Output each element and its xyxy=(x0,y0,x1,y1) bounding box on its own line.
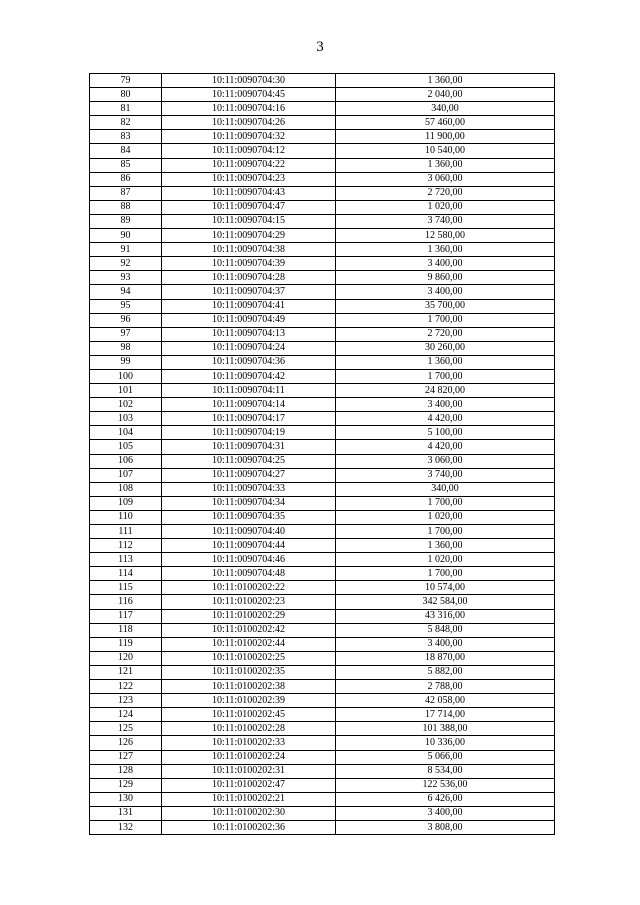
cadastral-number-cell: 10:11:0100202:44 xyxy=(162,637,336,651)
amount-cell: 57 460,00 xyxy=(336,116,555,130)
row-number-cell: 125 xyxy=(90,722,162,736)
row-number-cell: 100 xyxy=(90,369,162,383)
amount-cell: 3 400,00 xyxy=(336,285,555,299)
cadastral-number-cell: 10:11:0100202:47 xyxy=(162,778,336,792)
row-number-cell: 97 xyxy=(90,327,162,341)
row-number-cell: 84 xyxy=(90,144,162,158)
table-row xyxy=(90,285,555,299)
table-row xyxy=(90,820,555,834)
table-row xyxy=(90,384,555,398)
table-row xyxy=(90,88,555,102)
cadastral-number-cell: 10:11:0090704:37 xyxy=(162,285,336,299)
table-row xyxy=(90,680,555,694)
amount-cell: 3 400,00 xyxy=(336,806,555,820)
table-row xyxy=(90,200,555,214)
cadastral-number-cell: 10:11:0090704:38 xyxy=(162,243,336,257)
table-row xyxy=(90,116,555,130)
amount-cell: 42 058,00 xyxy=(336,694,555,708)
table-row xyxy=(90,186,555,200)
cadastral-number-cell: 10:11:0090704:28 xyxy=(162,271,336,285)
table-row xyxy=(90,694,555,708)
table-row xyxy=(90,257,555,271)
row-number-cell: 88 xyxy=(90,200,162,214)
table-row xyxy=(90,778,555,792)
cadastral-number-cell: 10:11:0090704:14 xyxy=(162,398,336,412)
row-number-cell: 126 xyxy=(90,736,162,750)
row-number-cell: 83 xyxy=(90,130,162,144)
data-table xyxy=(89,73,555,835)
cadastral-number-cell: 10:11:0090704:27 xyxy=(162,468,336,482)
table-row xyxy=(90,158,555,172)
amount-cell: 4 420,00 xyxy=(336,440,555,454)
cadastral-number-cell: 10:11:0100202:23 xyxy=(162,595,336,609)
amount-cell: 122 536,00 xyxy=(336,778,555,792)
row-number-cell: 119 xyxy=(90,637,162,651)
cadastral-number-cell: 10:11:0090704:16 xyxy=(162,102,336,116)
table-row xyxy=(90,806,555,820)
amount-cell: 5 100,00 xyxy=(336,426,555,440)
amount-cell: 1 360,00 xyxy=(336,158,555,172)
table-row xyxy=(90,468,555,482)
row-number-cell: 110 xyxy=(90,510,162,524)
cadastral-number-cell: 10:11:0090704:34 xyxy=(162,496,336,510)
cadastral-number-cell: 10:11:0090704:45 xyxy=(162,88,336,102)
cadastral-number-cell: 10:11:0090704:25 xyxy=(162,454,336,468)
amount-cell: 1 700,00 xyxy=(336,313,555,327)
row-number-cell: 120 xyxy=(90,651,162,665)
table-row xyxy=(90,764,555,778)
row-number-cell: 85 xyxy=(90,158,162,172)
row-number-cell: 102 xyxy=(90,398,162,412)
amount-cell: 2 720,00 xyxy=(336,327,555,341)
amount-cell: 9 860,00 xyxy=(336,271,555,285)
cadastral-number-cell: 10:11:0090704:41 xyxy=(162,299,336,313)
row-number-cell: 95 xyxy=(90,299,162,313)
cadastral-number-cell: 10:11:0090704:43 xyxy=(162,186,336,200)
row-number-cell: 118 xyxy=(90,623,162,637)
table-row xyxy=(90,327,555,341)
table-row xyxy=(90,609,555,623)
table-row xyxy=(90,496,555,510)
table-row xyxy=(90,567,555,581)
amount-cell: 1 700,00 xyxy=(336,496,555,510)
cadastral-number-cell: 10:11:0100202:28 xyxy=(162,722,336,736)
cadastral-number-cell: 10:11:0100202:42 xyxy=(162,623,336,637)
cadastral-number-cell: 10:11:0090704:19 xyxy=(162,426,336,440)
cadastral-number-cell: 10:11:0100202:33 xyxy=(162,736,336,750)
cadastral-number-cell: 10:11:0100202:24 xyxy=(162,750,336,764)
amount-cell: 5 848,00 xyxy=(336,623,555,637)
row-number-cell: 116 xyxy=(90,595,162,609)
amount-cell: 1 360,00 xyxy=(336,74,555,88)
row-number-cell: 86 xyxy=(90,172,162,186)
cadastral-number-cell: 10:11:0100202:31 xyxy=(162,764,336,778)
row-number-cell: 82 xyxy=(90,116,162,130)
amount-cell: 43 316,00 xyxy=(336,609,555,623)
table-row xyxy=(90,750,555,764)
amount-cell: 340,00 xyxy=(336,102,555,116)
row-number-cell: 79 xyxy=(90,74,162,88)
row-number-cell: 105 xyxy=(90,440,162,454)
cadastral-number-cell: 10:11:0090704:48 xyxy=(162,567,336,581)
amount-cell: 18 870,00 xyxy=(336,651,555,665)
row-number-cell: 101 xyxy=(90,384,162,398)
cadastral-number-cell: 10:11:0100202:30 xyxy=(162,806,336,820)
amount-cell: 3 400,00 xyxy=(336,637,555,651)
table-row xyxy=(90,214,555,228)
row-number-cell: 115 xyxy=(90,581,162,595)
cadastral-number-cell: 10:11:0090704:36 xyxy=(162,355,336,369)
cadastral-number-cell: 10:11:0090704:22 xyxy=(162,158,336,172)
amount-cell: 24 820,00 xyxy=(336,384,555,398)
table-row xyxy=(90,525,555,539)
cadastral-number-cell: 10:11:0090704:47 xyxy=(162,200,336,214)
table-row xyxy=(90,341,555,355)
row-number-cell: 91 xyxy=(90,243,162,257)
amount-cell: 4 420,00 xyxy=(336,412,555,426)
table-row xyxy=(90,623,555,637)
page-number: 3 xyxy=(316,39,324,55)
amount-cell: 30 260,00 xyxy=(336,341,555,355)
amount-cell: 2 040,00 xyxy=(336,88,555,102)
cadastral-number-cell: 10:11:0090704:17 xyxy=(162,412,336,426)
cadastral-number-cell: 10:11:0090704:42 xyxy=(162,369,336,383)
row-number-cell: 112 xyxy=(90,539,162,553)
row-number-cell: 80 xyxy=(90,88,162,102)
row-number-cell: 89 xyxy=(90,214,162,228)
row-number-cell: 117 xyxy=(90,609,162,623)
cadastral-number-cell: 10:11:0090704:46 xyxy=(162,553,336,567)
row-number-cell: 111 xyxy=(90,525,162,539)
cadastral-number-cell: 10:11:0090704:32 xyxy=(162,130,336,144)
table-row xyxy=(90,74,555,88)
cadastral-number-cell: 10:11:0100202:35 xyxy=(162,665,336,679)
amount-cell: 1 700,00 xyxy=(336,369,555,383)
table-row xyxy=(90,792,555,806)
amount-cell: 101 388,00 xyxy=(336,722,555,736)
cadastral-number-cell: 10:11:0090704:31 xyxy=(162,440,336,454)
row-number-cell: 114 xyxy=(90,567,162,581)
amount-cell: 10 574,00 xyxy=(336,581,555,595)
table-row xyxy=(90,651,555,665)
table-row xyxy=(90,553,555,567)
row-number-cell: 92 xyxy=(90,257,162,271)
table-row xyxy=(90,313,555,327)
table-row xyxy=(90,412,555,426)
table-row xyxy=(90,454,555,468)
table-row xyxy=(90,539,555,553)
row-number-cell: 104 xyxy=(90,426,162,440)
amount-cell: 3 400,00 xyxy=(336,257,555,271)
row-number-cell: 131 xyxy=(90,806,162,820)
amount-cell: 1 020,00 xyxy=(336,200,555,214)
amount-cell: 340,00 xyxy=(336,482,555,496)
row-number-cell: 130 xyxy=(90,792,162,806)
amount-cell: 3 060,00 xyxy=(336,172,555,186)
amount-cell: 10 336,00 xyxy=(336,736,555,750)
cadastral-number-cell: 10:11:0100202:45 xyxy=(162,708,336,722)
row-number-cell: 127 xyxy=(90,750,162,764)
row-number-cell: 93 xyxy=(90,271,162,285)
amount-cell: 3 400,00 xyxy=(336,398,555,412)
table-row xyxy=(90,355,555,369)
amount-cell: 5 882,00 xyxy=(336,665,555,679)
amount-cell: 1 020,00 xyxy=(336,510,555,524)
amount-cell: 3 060,00 xyxy=(336,454,555,468)
cadastral-number-cell: 10:11:0090704:35 xyxy=(162,510,336,524)
table-row xyxy=(90,243,555,257)
amount-cell: 3 740,00 xyxy=(336,468,555,482)
amount-cell: 10 540,00 xyxy=(336,144,555,158)
row-number-cell: 94 xyxy=(90,285,162,299)
table-row xyxy=(90,369,555,383)
row-number-cell: 81 xyxy=(90,102,162,116)
cadastral-number-cell: 10:11:0090704:24 xyxy=(162,341,336,355)
cadastral-number-cell: 10:11:0090704:40 xyxy=(162,525,336,539)
cadastral-number-cell: 10:11:0090704:12 xyxy=(162,144,336,158)
table-row xyxy=(90,172,555,186)
amount-cell: 8 534,00 xyxy=(336,764,555,778)
row-number-cell: 124 xyxy=(90,708,162,722)
table-row xyxy=(90,665,555,679)
table-row xyxy=(90,510,555,524)
table-row xyxy=(90,130,555,144)
cadastral-number-cell: 10:11:0090704:33 xyxy=(162,482,336,496)
cadastral-number-cell: 10:11:0090704:39 xyxy=(162,257,336,271)
amount-cell: 1 360,00 xyxy=(336,539,555,553)
amount-cell: 3 808,00 xyxy=(336,820,555,834)
table-row xyxy=(90,708,555,722)
row-number-cell: 128 xyxy=(90,764,162,778)
cadastral-number-cell: 10:11:0090704:11 xyxy=(162,384,336,398)
amount-cell: 6 426,00 xyxy=(336,792,555,806)
cadastral-number-cell: 10:11:0100202:38 xyxy=(162,680,336,694)
amount-cell: 35 700,00 xyxy=(336,299,555,313)
amount-cell: 1 360,00 xyxy=(336,355,555,369)
cadastral-number-cell: 10:11:0090704:15 xyxy=(162,214,336,228)
cadastral-number-cell: 10:11:0100202:36 xyxy=(162,820,336,834)
row-number-cell: 123 xyxy=(90,694,162,708)
cadastral-number-cell: 10:11:0100202:29 xyxy=(162,609,336,623)
amount-cell: 5 066,00 xyxy=(336,750,555,764)
cadastral-number-cell: 10:11:0100202:25 xyxy=(162,651,336,665)
table-row xyxy=(90,398,555,412)
row-number-cell: 121 xyxy=(90,665,162,679)
cadastral-number-cell: 10:11:0090704:23 xyxy=(162,172,336,186)
table-row xyxy=(90,722,555,736)
row-number-cell: 98 xyxy=(90,341,162,355)
amount-cell: 11 900,00 xyxy=(336,130,555,144)
cadastral-number-cell: 10:11:0100202:39 xyxy=(162,694,336,708)
cadastral-number-cell: 10:11:0090704:44 xyxy=(162,539,336,553)
table-row xyxy=(90,271,555,285)
table-row xyxy=(90,426,555,440)
table-row xyxy=(90,299,555,313)
table-row xyxy=(90,581,555,595)
cadastral-number-cell: 10:11:0090704:29 xyxy=(162,229,336,243)
table-row xyxy=(90,102,555,116)
row-number-cell: 122 xyxy=(90,680,162,694)
amount-cell: 3 740,00 xyxy=(336,214,555,228)
cadastral-number-cell: 10:11:0090704:49 xyxy=(162,313,336,327)
row-number-cell: 90 xyxy=(90,229,162,243)
table-row xyxy=(90,440,555,454)
cadastral-number-cell: 10:11:0090704:30 xyxy=(162,74,336,88)
row-number-cell: 108 xyxy=(90,482,162,496)
cadastral-number-cell: 10:11:0090704:26 xyxy=(162,116,336,130)
row-number-cell: 109 xyxy=(90,496,162,510)
amount-cell: 342 584,00 xyxy=(336,595,555,609)
amount-cell: 2 720,00 xyxy=(336,186,555,200)
table-row xyxy=(90,595,555,609)
row-number-cell: 113 xyxy=(90,553,162,567)
amount-cell: 17 714,00 xyxy=(336,708,555,722)
amount-cell: 1 700,00 xyxy=(336,525,555,539)
cadastral-number-cell: 10:11:0090704:13 xyxy=(162,327,336,341)
row-number-cell: 129 xyxy=(90,778,162,792)
amount-cell: 2 788,00 xyxy=(336,680,555,694)
table-row xyxy=(90,637,555,651)
table-row xyxy=(90,482,555,496)
amount-cell: 1 700,00 xyxy=(336,567,555,581)
amount-cell: 1 020,00 xyxy=(336,553,555,567)
table-row xyxy=(90,144,555,158)
amount-cell: 12 580,00 xyxy=(336,229,555,243)
row-number-cell: 106 xyxy=(90,454,162,468)
cadastral-number-cell: 10:11:0100202:21 xyxy=(162,792,336,806)
cadastral-number-cell: 10:11:0100202:22 xyxy=(162,581,336,595)
table-body xyxy=(90,74,555,835)
row-number-cell: 103 xyxy=(90,412,162,426)
row-number-cell: 107 xyxy=(90,468,162,482)
amount-cell: 1 360,00 xyxy=(336,243,555,257)
row-number-cell: 96 xyxy=(90,313,162,327)
row-number-cell: 87 xyxy=(90,186,162,200)
table-row xyxy=(90,736,555,750)
row-number-cell: 99 xyxy=(90,355,162,369)
table-row xyxy=(90,229,555,243)
row-number-cell: 132 xyxy=(90,820,162,834)
